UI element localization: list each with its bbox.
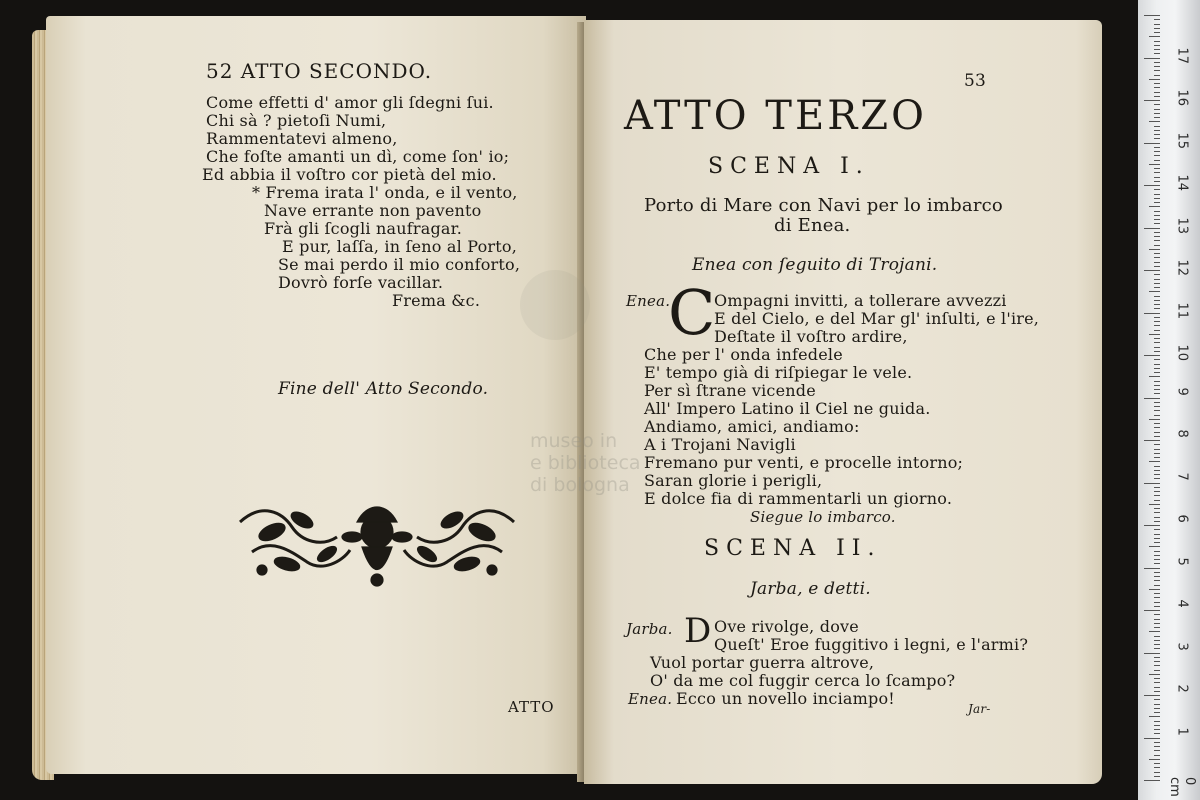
ruler-tick: [1154, 682, 1160, 683]
ruler-tick: [1154, 19, 1160, 20]
ruler-tick: [1154, 755, 1160, 756]
ruler-tick: [1154, 623, 1160, 624]
ruler-tick: [1149, 419, 1160, 420]
left-page: [46, 16, 586, 774]
ruler-tick: [1149, 206, 1160, 207]
ruler-tick: [1154, 41, 1160, 42]
ruler-tick: [1154, 126, 1160, 127]
scene-characters: Enea con ſeguito di Trojani.: [692, 255, 938, 275]
verse-line: Andiamo, amici, andiamo:: [644, 417, 860, 436]
ruler-label: 2: [1174, 684, 1190, 693]
ruler-tick: [1154, 670, 1160, 671]
ruler-tick: [1154, 96, 1160, 97]
ruler-tick: [1154, 317, 1160, 318]
ruler-tick: [1154, 134, 1160, 135]
ruler-tick: [1154, 279, 1160, 280]
ruler-tick: [1154, 32, 1160, 33]
ruler-tick: [1154, 236, 1160, 237]
ruler-tick: [1154, 160, 1160, 161]
ruler-tick: [1144, 483, 1160, 484]
ruler-tick: [1154, 538, 1160, 539]
ruler-tick: [1154, 75, 1160, 76]
aria-line: E pur, laſſa, in ſeno al Porto,: [282, 237, 517, 256]
verse-line: Ecco un novello inciampo!: [676, 689, 895, 708]
ruler-label: 8: [1174, 429, 1190, 438]
stage-direction: Siegue lo imbarco.: [750, 508, 896, 526]
ruler-tick: [1154, 444, 1160, 445]
ruler-tick: [1154, 563, 1160, 564]
act-title: ATTO TERZO: [624, 93, 927, 139]
ruler-tick: [1149, 121, 1160, 122]
ruler-tick: [1144, 525, 1160, 526]
ruler-tick: [1154, 351, 1160, 352]
verse-line: Chi sà ? pietoſi Numi,: [206, 111, 387, 130]
scene-setting: di Enea.: [774, 215, 851, 236]
verse-line: Rammentatevi almeno,: [206, 129, 398, 148]
scene-heading: SCENA I.: [708, 154, 870, 179]
ruler-tick: [1144, 398, 1160, 399]
ruler-tick: [1154, 402, 1160, 403]
ruler-tick: [1154, 704, 1160, 705]
ruler-tick: [1154, 117, 1160, 118]
ruler-tick: [1154, 767, 1160, 768]
verse-line: E del Cielo, e del Mar gl' inſulti, e l'ire,: [714, 309, 1040, 328]
ruler-tick: [1149, 461, 1160, 462]
ruler-tick: [1154, 300, 1160, 301]
ruler-tick: [1154, 551, 1160, 552]
ruler-tick: [1144, 270, 1160, 271]
ruler-tick: [1154, 627, 1160, 628]
ruler-tick: [1154, 364, 1160, 365]
scene-characters: Jarba, e detti.: [750, 579, 871, 599]
ruler-tick: [1149, 376, 1160, 377]
verse-line: All' Impero Latino il Ciel ne guida.: [644, 399, 931, 418]
ruler-tick: [1154, 215, 1160, 216]
ruler-label: 3: [1174, 642, 1190, 651]
aria-line: Frà gli ſcogli naufragar.: [264, 219, 463, 238]
ruler-tick: [1154, 466, 1160, 467]
ruler-tick: [1154, 772, 1160, 773]
ruler-tick: [1154, 508, 1160, 509]
ruler-tick: [1144, 355, 1160, 356]
ruler-tick: [1154, 287, 1160, 288]
ruler-tick: [1154, 321, 1160, 322]
ruler-tick: [1154, 708, 1160, 709]
ruler-tick: [1154, 470, 1160, 471]
ruler-tick: [1154, 406, 1160, 407]
ruler-tick: [1149, 249, 1160, 250]
ruler-tick: [1154, 712, 1160, 713]
ruler-tick: [1154, 155, 1160, 156]
ruler-tick: [1154, 109, 1160, 110]
ruler-tick: [1154, 585, 1160, 586]
ruler-tick: [1154, 172, 1160, 173]
ruler-tick: [1154, 393, 1160, 394]
ruler-tick: [1154, 410, 1160, 411]
ruler-tick: [1154, 368, 1160, 369]
verse-line: O' da me col fuggir cerca lo ſcampo?: [650, 671, 956, 690]
catchword: Jar-: [968, 702, 991, 716]
verse-line: A i Trojani Navigli: [644, 435, 796, 454]
ruler-tick: [1144, 440, 1160, 441]
ruler-tick: [1154, 49, 1160, 50]
ruler-tick: [1154, 423, 1160, 424]
watermark-line: di bologna: [530, 474, 630, 496]
scene-setting: Porto di Mare con Navi per lo imbarco: [644, 195, 1003, 216]
ruler-tick: [1144, 15, 1160, 16]
ruler-tick: [1154, 644, 1160, 645]
ruler-tick: [1154, 432, 1160, 433]
ruler-tick: [1154, 151, 1160, 152]
ruler-tick: [1154, 240, 1160, 241]
ruler-tick: [1154, 113, 1160, 114]
ruler-tick: [1154, 529, 1160, 530]
verse-line: Vuol portar guerra altrove,: [650, 653, 875, 672]
ruler-tick: [1144, 653, 1160, 654]
ruler-tick: [1154, 130, 1160, 131]
ruler-tick: [1144, 143, 1160, 144]
drop-capital: D: [684, 611, 712, 651]
ruler-tick: [1154, 687, 1160, 688]
ruler-tick: [1154, 534, 1160, 535]
ruler-tick: [1144, 568, 1160, 569]
ruler-tick: [1154, 92, 1160, 93]
ruler-tick: [1154, 495, 1160, 496]
ruler-tick: [1154, 512, 1160, 513]
ruler-label: 10: [1174, 344, 1190, 362]
aria-line: * Frema irata l' onda, e il vento,: [252, 183, 518, 202]
ruler-tick: [1154, 66, 1160, 67]
ruler-tick: [1144, 228, 1160, 229]
ruler-tick: [1154, 742, 1160, 743]
watermark: [530, 430, 641, 496]
speaker-label: Enea.: [626, 292, 671, 310]
ruler-tick: [1154, 232, 1160, 233]
ruler-label: 12: [1174, 259, 1190, 277]
ruler-tick: [1149, 674, 1160, 675]
ruler-tick: [1154, 640, 1160, 641]
ruler-tick: [1154, 542, 1160, 543]
ruler-tick: [1154, 53, 1160, 54]
ruler-tick: [1154, 342, 1160, 343]
ruler-tick: [1154, 500, 1160, 501]
end-of-act-note: Fine dell' Atto Secondo.: [278, 379, 489, 399]
ruler-tick: [1154, 177, 1160, 178]
verse-line: Che foſte amanti un dì, come ſon' io;: [206, 147, 510, 166]
ruler-tick: [1144, 313, 1160, 314]
aria-line: Frema &c.: [392, 291, 481, 310]
ruler-tick: [1154, 415, 1160, 416]
ruler-tick: [1154, 746, 1160, 747]
right-page: [584, 20, 1102, 784]
verse-line: Per sì ſtrane vicende: [644, 381, 816, 400]
ruler-tick: [1149, 291, 1160, 292]
ruler-tick: [1154, 491, 1160, 492]
ruler-tick: [1154, 436, 1160, 437]
ruler-tick: [1154, 219, 1160, 220]
ruler-tick: [1154, 750, 1160, 751]
ruler-tick: [1154, 555, 1160, 556]
verse-line: Deſtate il voſtro ardire,: [714, 327, 908, 346]
verse-line: Ed abbia il voſtro cor pietà del mio.: [202, 165, 497, 184]
ruler-label: 6: [1174, 514, 1190, 523]
ruler-tick: [1154, 449, 1160, 450]
ruler-tick: [1154, 283, 1160, 284]
catchword: ATTO: [508, 698, 555, 716]
ruler-tick: [1149, 546, 1160, 547]
ruler-tick: [1154, 576, 1160, 577]
ruler-label: 1: [1174, 727, 1190, 736]
ruler-tick: [1154, 521, 1160, 522]
verse-line: E dolce fia di rammentarli un giorno.: [644, 489, 953, 508]
ruler-tick: [1154, 381, 1160, 382]
ruler-tick: [1154, 606, 1160, 607]
ruler-tick: [1154, 87, 1160, 88]
verse-line: Queſt' Eroe fuggitivo i legni, e l'armi?: [714, 635, 1029, 654]
ruler-tick: [1154, 198, 1160, 199]
ruler-tick: [1144, 780, 1160, 781]
watermark-line: museo in: [530, 430, 618, 452]
ruler-tick: [1154, 725, 1160, 726]
speaker-label: Enea.: [628, 690, 673, 708]
ruler-label: 15: [1174, 132, 1190, 149]
ruler-tick: [1154, 262, 1160, 263]
scene-heading: SCENA II.: [704, 536, 882, 561]
verse-line: Saran glorie i perigli,: [644, 471, 823, 490]
ruler-tick: [1154, 104, 1160, 105]
ruler-tick: [1154, 202, 1160, 203]
ruler-tick: [1154, 70, 1160, 71]
ruler-tick: [1154, 62, 1160, 63]
ruler-tick: [1149, 504, 1160, 505]
ruler-tick: [1154, 733, 1160, 734]
ruler-tick: [1149, 79, 1160, 80]
ruler-tick: [1149, 631, 1160, 632]
ruler-tick: [1154, 619, 1160, 620]
ruler-label: 5: [1174, 557, 1190, 566]
ruler-tick: [1154, 572, 1160, 573]
ruler-tick: [1154, 614, 1160, 615]
watermark-line: e biblioteca: [530, 452, 641, 474]
floral-ornament: [232, 492, 522, 592]
ruler-tick: [1154, 478, 1160, 479]
ruler-tick: [1154, 691, 1160, 692]
ruler-tick: [1154, 338, 1160, 339]
ruler-tick: [1154, 597, 1160, 598]
ruler-tick: [1154, 559, 1160, 560]
ruler-label: 9: [1174, 387, 1190, 396]
ruler-tick: [1154, 24, 1160, 25]
ruler-tick: [1154, 83, 1160, 84]
ruler-tick: [1154, 347, 1160, 348]
ruler-label: 0 cm: [1167, 777, 1197, 797]
ruler-tick: [1154, 194, 1160, 195]
ruler-tick: [1154, 636, 1160, 637]
page-number: 53: [964, 71, 987, 91]
ruler-tick: [1154, 245, 1160, 246]
ruler-label: 17: [1174, 47, 1190, 64]
ruler-tick: [1154, 274, 1160, 275]
ruler-tick: [1154, 296, 1160, 297]
ruler-label: 11: [1174, 302, 1190, 319]
ruler-tick: [1154, 602, 1160, 603]
aria-line: Dovrò forſe vacillar.: [278, 273, 444, 292]
ruler-label: 4: [1174, 599, 1190, 608]
ruler-tick: [1154, 648, 1160, 649]
verse-line: E' tempo già di riſpiegar le vele.: [644, 363, 913, 382]
ruler-tick: [1154, 147, 1160, 148]
ruler-label: 7: [1174, 472, 1190, 481]
ruler-tick: [1144, 738, 1160, 739]
aria-line: Nave errante non pavento: [264, 201, 482, 220]
verse-line: Come effetti d' amor gli ſdegni ſui.: [206, 93, 494, 112]
ruler-tick: [1154, 721, 1160, 722]
ruler-tick: [1154, 325, 1160, 326]
ruler-tick: [1154, 474, 1160, 475]
ruler-tick: [1154, 211, 1160, 212]
ruler-label: 13: [1174, 217, 1190, 234]
ruler-tick: [1154, 181, 1160, 182]
ruler-tick: [1154, 699, 1160, 700]
running-head: 52 ATTO SECONDO.: [206, 59, 433, 83]
ruler-tick: [1154, 45, 1160, 46]
drop-capital: C: [668, 276, 716, 349]
ruler-tick: [1154, 389, 1160, 390]
watermark-logo: [520, 270, 590, 340]
ruler-tick: [1144, 100, 1160, 101]
verse-line: Ove rivolge, dove: [714, 617, 859, 636]
ruler-tick: [1154, 253, 1160, 254]
ruler-tick: [1149, 36, 1160, 37]
ruler-tick: [1154, 517, 1160, 518]
ruler-tick: [1154, 593, 1160, 594]
ruler-tick: [1149, 164, 1160, 165]
ruler-tick: [1144, 185, 1160, 186]
ruler-tick: [1149, 759, 1160, 760]
ruler-tick: [1154, 427, 1160, 428]
ruler-tick: [1154, 385, 1160, 386]
ruler-tick: [1154, 657, 1160, 658]
ruler-tick: [1154, 28, 1160, 29]
ruler-tick: [1154, 678, 1160, 679]
ruler-tick: [1154, 189, 1160, 190]
ruler-label: 16: [1174, 89, 1190, 107]
ruler-tick: [1154, 257, 1160, 258]
ruler-tick: [1154, 580, 1160, 581]
measuring-ruler: [1138, 0, 1200, 800]
ruler-tick: [1154, 330, 1160, 331]
ruler-tick: [1149, 716, 1160, 717]
ruler-tick: [1154, 223, 1160, 224]
ruler-tick: [1154, 453, 1160, 454]
speaker-label: Jarba.: [626, 620, 673, 638]
ruler-tick: [1149, 589, 1160, 590]
ruler-tick: [1144, 58, 1160, 59]
ruler-tick: [1154, 665, 1160, 666]
ruler-tick: [1154, 359, 1160, 360]
ruler-tick: [1154, 487, 1160, 488]
ruler-tick: [1154, 776, 1160, 777]
ruler-tick: [1154, 168, 1160, 169]
verse-line: Fremano pur venti, e procelle intorno;: [644, 453, 964, 472]
ruler-tick: [1154, 308, 1160, 309]
ruler-tick: [1154, 304, 1160, 305]
open-book: [32, 12, 1112, 782]
ruler-tick: [1154, 729, 1160, 730]
ruler-tick: [1154, 266, 1160, 267]
ruler-tick: [1154, 763, 1160, 764]
ruler-tick: [1154, 138, 1160, 139]
ruler-tick: [1154, 372, 1160, 373]
ruler-label: 14: [1174, 174, 1190, 192]
ruler-tick: [1144, 695, 1160, 696]
ruler-tick: [1144, 610, 1160, 611]
verse-line: Che per l' onda infedele: [644, 345, 843, 364]
verse-line: Ompagni invitti, a tollerare avvezzi: [714, 291, 1007, 310]
ruler-tick: [1149, 334, 1160, 335]
ruler-tick: [1154, 661, 1160, 662]
aria-line: Se mai perdo il mio conforto,: [278, 255, 521, 274]
ruler-tick: [1154, 457, 1160, 458]
